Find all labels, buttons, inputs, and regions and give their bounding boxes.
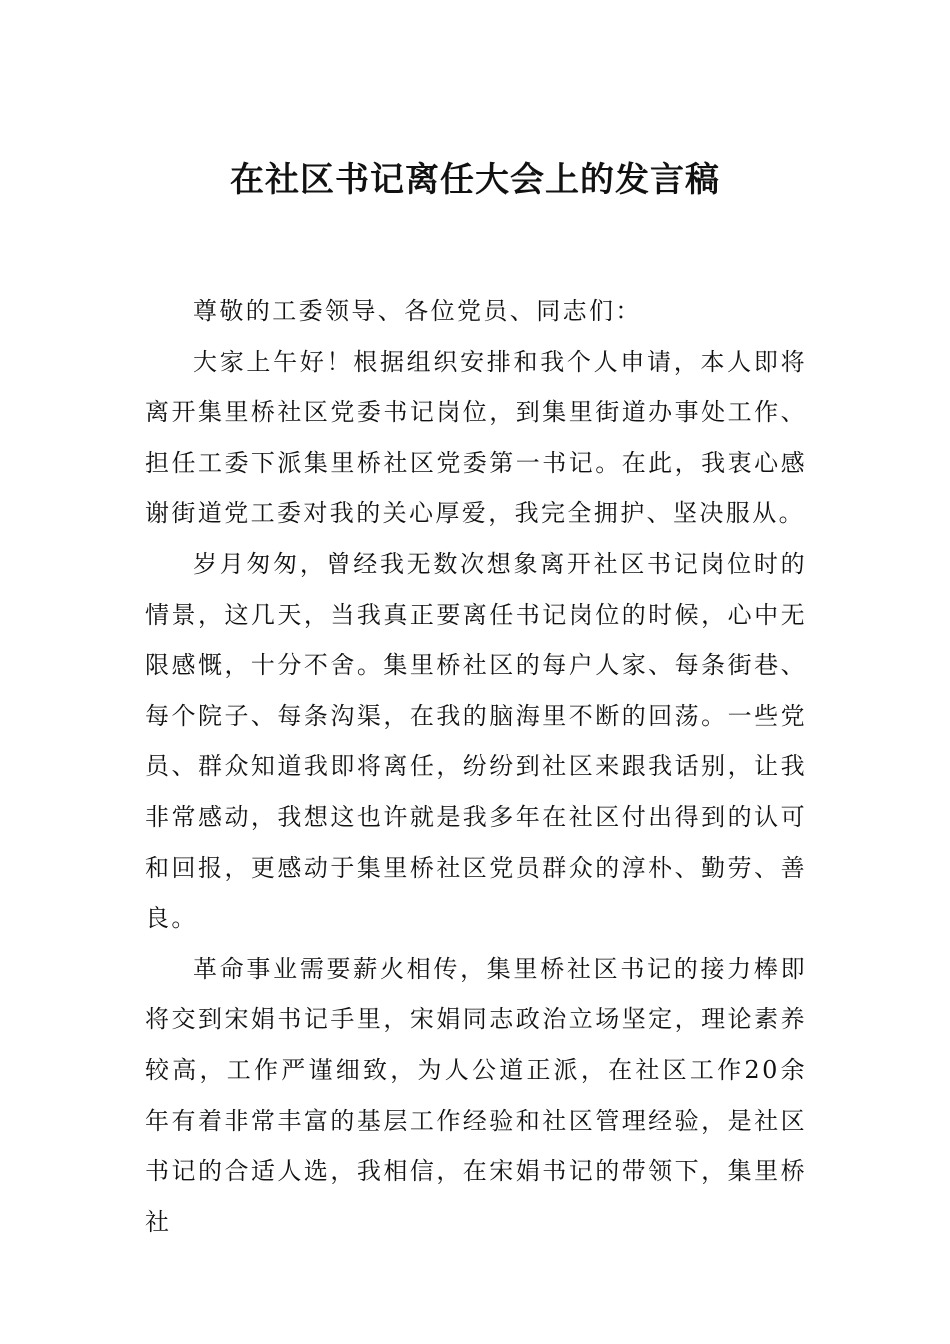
paragraph-salutation: 尊敬的工委领导、各位党员、同志们：: [193, 297, 642, 325]
document-body: [145, 286, 807, 1247]
paragraph-greeting: 大家上午好！根据组织安排和我个人申请，本人即将离开集里桥社区党委书记岗位，到集里街道办事处工作、担任工委下派集里桥社区党委第一书记。在此，我衷心感谢街道党工委对我的关心厚爱，我完全拥护、坚决服从。: [145, 347, 807, 528]
paragraph-successor: 革命事业需要薪火相传，集里桥社区书记的接力棒即将交到宋娟书记手里，宋娟同志政治立场坚定，理论素养较高，工作严谨细致，为人公道正派，在社区工作20余年有着非常丰富的基层工作经验和社区管理经验，是社区书记的合适人选，我相信，在宋娟书记的带领下，集里桥社: [145, 954, 807, 1236]
document-title: 在社区书记离任大会上的发言稿: [230, 160, 720, 200]
paragraph-reflection: 岁月匆匆，曾经我无数次想象离开社区书记岗位时的情景，这几天，当我真正要离任书记岗位的时候，心中无限感慨，十分不舍。集里桥社区的每户人家、每条街巷、每个院子、每条沟渠，在我的脑海里不断的回荡。一些党员、群众知道我即将离任，纷纷到社区来跟我话别，让我非常感动，我想这也许就是我多年在社区付出得到的认可和回报，更感动于集里桥社区党员群众的淳朴、勤劳、善良。: [145, 549, 807, 933]
